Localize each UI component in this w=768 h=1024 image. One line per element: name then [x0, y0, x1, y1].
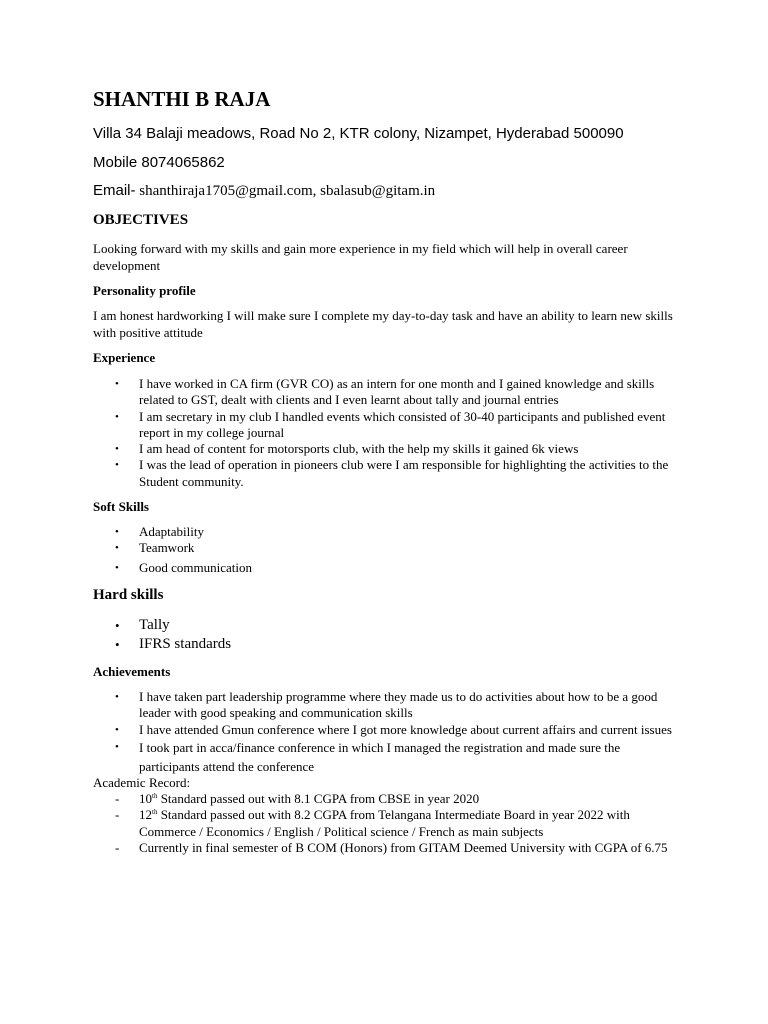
list-item	[93, 722, 673, 738]
academic-num: 10	[139, 791, 152, 806]
list-item	[93, 738, 673, 776]
academic-text: Standard passed out with 8.1 CGPA from CBSE in year 2020	[157, 791, 480, 806]
list-item	[93, 689, 673, 722]
academic-sup: th	[152, 808, 158, 817]
bullet-icon: •	[115, 459, 119, 472]
soft-skill-text: Adaptability	[139, 524, 204, 539]
list-item	[93, 441, 673, 457]
email-line	[93, 182, 435, 200]
list-item	[93, 791, 683, 807]
experience-item-text: I am head of content for motorsports club, with the help my skills it gained 6k views	[139, 441, 579, 457]
list-item	[93, 616, 673, 635]
list-item	[93, 524, 673, 540]
achievement-text: I took part in acca/finance conference in which I managed the registration and made sure the participants attend the conference	[139, 739, 621, 774]
academic-list	[93, 791, 683, 856]
soft-skills-heading: Soft Skills	[93, 499, 149, 514]
bullet-icon: •	[115, 378, 119, 390]
academic-sup: th	[152, 792, 158, 800]
objectives-text: Looking forward with my skills and gain more experience in my field which will help in overall career development	[93, 241, 628, 273]
experience-item-text: I am secretary in my club I handled events which consisted of 30-40 participants and published event report in my college journal	[139, 408, 666, 440]
achievement-text: I have attended Gmun conference where I got more knowledge about current affairs and current issues	[139, 721, 672, 737]
list-item	[93, 376, 673, 409]
hard-skill-text: Tally	[139, 617, 170, 633]
soft-skill-text: Good communication	[139, 559, 253, 575]
experience-list	[93, 376, 673, 490]
list-item	[93, 560, 673, 576]
academic-text: Standard passed out with 8.2 CGPA from Telangana Intermediate Board in year 2022 with Commerce / Economics / English / Political science / French as main subjects	[139, 807, 630, 839]
experience-heading: Experience	[93, 350, 156, 365]
bullet-icon: •	[115, 410, 119, 423]
hard-skill-text: IFRS standards	[139, 636, 232, 652]
personality-heading: Personality profile	[93, 283, 196, 298]
list-item	[93, 457, 673, 490]
candidate-name: SHANTHI B RAJA	[93, 87, 271, 111]
dash-marker: -	[115, 791, 120, 806]
dash-marker: -	[115, 839, 120, 855]
email-label: Email-	[93, 182, 136, 199]
bullet-icon: •	[115, 691, 119, 703]
bullet-icon: •	[115, 443, 119, 456]
email-addresses: shanthiraja1705@gmail.com, sbalasub@gitam.in	[135, 183, 436, 199]
academic-text: Currently in final semester of B COM (Honors) from GITAM Deemed University with CGPA of 6.75	[139, 839, 668, 855]
address: Villa 34 Balaji meadows, Road No 2, KTR colony, Nizampet, Hyderabad 500090	[93, 125, 624, 142]
bullet-icon: •	[115, 637, 120, 652]
hard-skills-list	[93, 616, 673, 654]
mobile-number: Mobile 8074065862	[93, 154, 225, 171]
personality-text: I am honest hardworking I will make sure I complete my day-to-day task and have an ability to learn new skills with positive attitude	[93, 308, 673, 340]
bullet-icon: •	[115, 561, 119, 574]
list-item	[93, 540, 673, 556]
experience-item-text: I was the lead of operation in pioneers club were I am responsible for highlighting the activities to the Student community.	[139, 457, 669, 489]
experience-item-text: I have worked in CA firm (GVR CO) as an intern for one month and I gained knowledge and skills related to GST, dealt with clients and I even learnt about tally and journal entries	[139, 376, 655, 408]
academic-num: 12	[139, 807, 152, 823]
hard-skills-heading: Hard skills	[93, 587, 164, 603]
list-item	[93, 840, 683, 856]
list-item	[93, 807, 683, 840]
bullet-icon: •	[115, 618, 120, 633]
bullet-icon: •	[115, 542, 119, 555]
list-item	[93, 635, 673, 654]
soft-skill-text: Teamwork	[139, 540, 195, 556]
list-item	[93, 409, 673, 442]
dash-marker: -	[115, 807, 120, 823]
bullet-icon: •	[115, 740, 119, 753]
achievements-list	[93, 689, 673, 776]
soft-skills-list	[93, 524, 673, 576]
bullet-icon: •	[115, 723, 119, 736]
objectives-heading: OBJECTIVES	[93, 212, 189, 228]
achievements-heading: Achievements	[93, 664, 171, 679]
academic-record-label: Academic Record:	[93, 775, 191, 790]
achievement-text: I have taken part leadership programme where they made us to do activities about how to be a good leader with good speaking and communication skills	[139, 689, 658, 721]
bullet-icon: •	[115, 526, 119, 538]
